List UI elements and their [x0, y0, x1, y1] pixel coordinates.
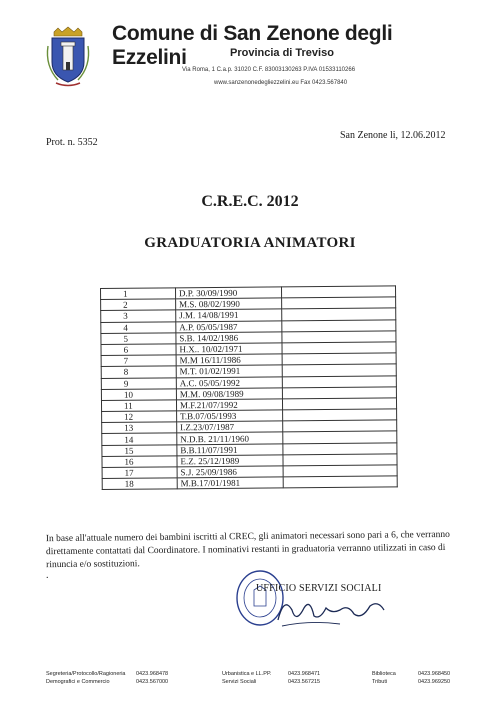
footer-offices-col1 — [46, 670, 126, 686]
ranking-row — [102, 476, 397, 490]
footer-phone: 0423.968450 — [418, 671, 451, 677]
body-paragraph: In base all'attuale numero dei bambini iscritti al CREC, gli animatori necessari sono pari a 6, che verranno direttamente contattati dal Coordinatore. I nominativi restanti in graduatoria verranno utilizzati in caso di rinuncia e/o sostituzioni. — [45, 529, 450, 571]
animator-initials-birthdate: M.M 16/11/1986 — [176, 354, 282, 366]
animator-initials-birthdate: H.X.. 10/02/1971 — [176, 343, 282, 355]
rank-number: 12 — [102, 411, 177, 423]
animator-initials-birthdate: J.M. 14/08/1991 — [176, 309, 282, 321]
header-address: Via Roma, 1 C.a.p. 31020 C.F. 83003130263 P.IVA 01533110266 — [182, 67, 356, 73]
rank-number: 14 — [102, 433, 177, 445]
animator-initials-birthdate: I.Z.23/07/1987 — [177, 421, 283, 433]
animator-initials-birthdate: M.T. 01/02/1991 — [176, 365, 282, 377]
rank-number: 2 — [101, 299, 176, 311]
footer-label: Demografici e Commercio — [46, 679, 110, 685]
rank-number: 3 — [101, 310, 176, 322]
footer-label: Biblioteca — [372, 671, 396, 677]
stray-mark: . — [46, 570, 49, 581]
animator-initials-birthdate: M.S. 08/02/1990 — [176, 298, 282, 310]
municipality-title: Comune di San Zenone degli Ezzelini — [112, 22, 393, 69]
rank-number: 4 — [101, 321, 176, 333]
province-subtitle: Provincia di Treviso — [230, 47, 334, 59]
animator-initials-birthdate: E.Z. 25/12/1989 — [177, 455, 283, 467]
animator-initials-birthdate: B.B.11/07/1991 — [177, 444, 283, 456]
animator-initials-birthdate: M.B.17/01/1981 — [177, 477, 283, 489]
footer-label: Urbanistica e LL.PP. — [222, 671, 272, 677]
rank-number: 9 — [101, 377, 176, 389]
animator-initials-birthdate: D.P. 30/09/1990 — [175, 287, 281, 299]
footer-phones-col1 — [136, 670, 168, 686]
document-subtitle: GRADUATORIA ANIMATORI — [144, 235, 356, 251]
animator-initials-birthdate: N.D.B. 21/11/1960 — [177, 432, 283, 444]
animator-initials-birthdate: A.P. 05/05/1987 — [176, 320, 282, 332]
footer-label: Tributi — [372, 679, 388, 685]
animator-initials-birthdate: S.B. 14/02/1986 — [176, 332, 282, 344]
animator-initials-birthdate: M.F.21/07/1992 — [176, 399, 282, 411]
rank-number: 8 — [101, 366, 176, 378]
animator-initials-birthdate: A.C. 05/05/1992 — [176, 376, 282, 388]
footer-phones-col2 — [288, 670, 320, 686]
rank-number: 11 — [101, 400, 176, 412]
animator-initials-birthdate: T.B.07/05/1993 — [176, 410, 282, 422]
footer-phone: 0423.567000 — [136, 679, 169, 685]
animator-initials-birthdate: M.M. 09/08/1989 — [176, 388, 282, 400]
footer-label: Segreteria/Protocollo/Ragioneria — [46, 671, 126, 677]
animator-initials-birthdate: S.J. 25/09/1986 — [177, 466, 283, 478]
footer-offices-col3 — [372, 670, 396, 686]
rank-number: 1 — [101, 288, 176, 300]
empty-cell — [283, 476, 397, 488]
rank-number: 10 — [101, 389, 176, 401]
ranking-table — [100, 285, 398, 490]
footer-phone: 0423.968478 — [136, 671, 169, 677]
handwritten-signature — [270, 590, 390, 630]
rank-number: 15 — [102, 444, 177, 456]
rank-number: 16 — [102, 456, 177, 468]
rank-number: 7 — [101, 355, 176, 367]
footer-phone: 0423.969250 — [418, 679, 451, 685]
document-title: C.R.E.C. 2012 — [201, 193, 299, 210]
footer-phones-col3 — [418, 670, 450, 686]
footer-phone: 0423.968471 — [288, 671, 321, 677]
footer-offices-col2 — [222, 670, 271, 686]
protocol-number: Prot. n. 5352 — [46, 137, 98, 148]
footer-phone: 0423.567215 — [288, 679, 321, 685]
document-date: San Zenone li, 12.06.2012 — [340, 130, 446, 141]
municipal-crest-logo — [44, 26, 92, 88]
rank-number: 17 — [102, 467, 177, 479]
rank-number: 5 — [101, 333, 176, 345]
header-web-fax: www.sanzenonedegliezzelini.eu Fax 0423.567840 — [214, 80, 348, 86]
office-signature-label: UFFICIO SERVIZI SOCIALI — [256, 583, 382, 594]
rank-number: 18 — [102, 478, 177, 490]
footer-label: Servizi Sociali — [222, 679, 257, 685]
rank-number: 13 — [102, 422, 177, 434]
rank-number: 6 — [101, 344, 176, 356]
